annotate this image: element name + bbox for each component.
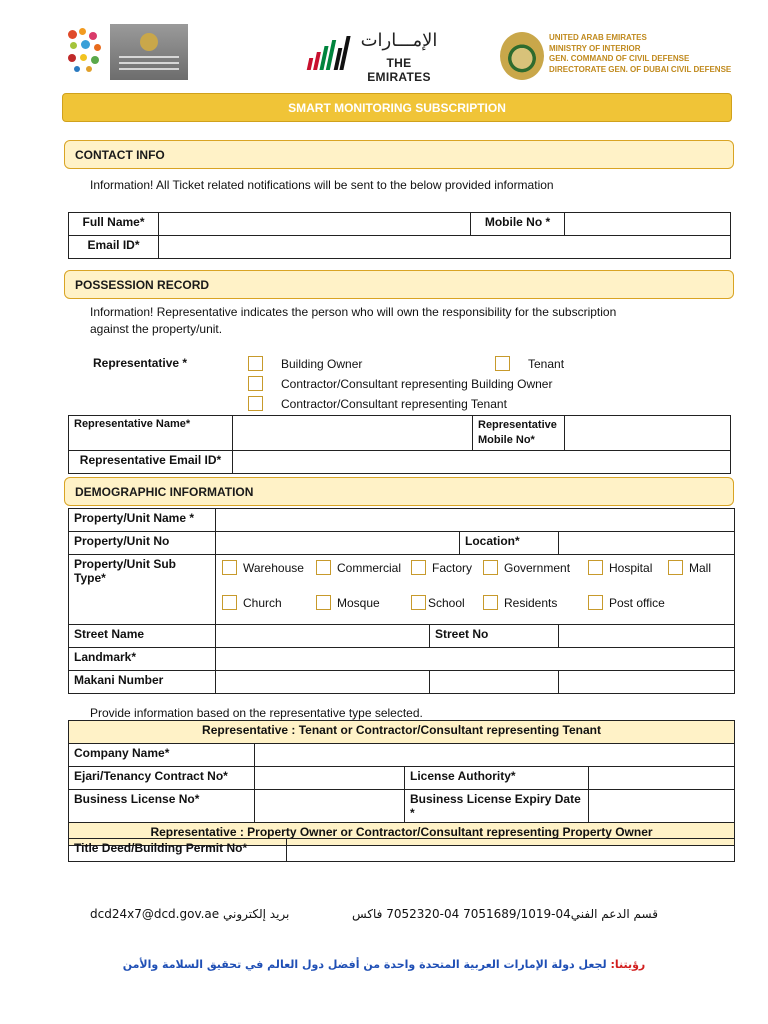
- footer-email: dcd24x7@dcd.gov.ae بريد إلكتروني: [90, 907, 290, 921]
- emirates-english-text: THE EMIRATES: [367, 56, 431, 84]
- possession-info-line2: against the property/unit.: [90, 322, 223, 336]
- mobile-field[interactable]: [565, 213, 731, 236]
- ministry-text: UNITED ARAB EMIRATES MINISTRY OF INTERIOR GEN. COMMAND OF CIVIL DEFENSE DIRECTORATE GEN. OF DUBAI CIVIL DEFENSE: [549, 33, 732, 74]
- rep-name-field[interactable]: [233, 416, 473, 451]
- type-post-office[interactable]: Post office: [588, 595, 665, 610]
- mosaic-logo-icon: [64, 24, 110, 80]
- makani-field-1[interactable]: [216, 671, 430, 694]
- street-no-field[interactable]: [559, 625, 735, 648]
- option-building-owner[interactable]: Building Owner: [248, 356, 362, 371]
- company-table: [68, 720, 735, 846]
- business-license-field[interactable]: [255, 790, 405, 823]
- dcd-logo-block: [110, 24, 188, 80]
- sub-type-options: [216, 555, 735, 625]
- business-license-label: Business License No*: [69, 790, 255, 823]
- rep-email-field[interactable]: [233, 451, 731, 474]
- contact-table: [68, 212, 731, 259]
- rep-name-label: Representative Name*: [69, 416, 233, 451]
- falcon-emblem-icon: [140, 33, 158, 51]
- owner-rep-header: Representative : Property Owner or Contractor/Consultant representing Property Owner: [69, 823, 735, 846]
- type-school[interactable]: School: [411, 595, 465, 610]
- type-warehouse[interactable]: Warehouse: [222, 560, 304, 575]
- title-deed-table: [68, 838, 735, 862]
- type-hospital[interactable]: Hospital: [588, 560, 652, 575]
- ejari-label: Ejari/Tenancy Contract No*: [69, 767, 255, 790]
- possession-info-line1: Information! Representative indicates the person who will own the responsibility for the subscription: [90, 305, 617, 319]
- type-mall[interactable]: Mall: [668, 560, 711, 575]
- license-authority-field[interactable]: [589, 767, 735, 790]
- form-title: SMART MONITORING SUBSCRIPTION: [62, 93, 732, 122]
- contractor-owner-checkbox[interactable]: [248, 376, 263, 391]
- mobile-label: Mobile No *: [471, 213, 565, 236]
- contact-info-text: Information! All Ticket related notifications will be sent to the below provided information: [90, 178, 554, 192]
- representative-label: Representative *: [93, 356, 188, 370]
- street-no-label: Street No: [430, 625, 559, 648]
- emirates-bars-icon: [306, 34, 352, 70]
- contractor-tenant-checkbox[interactable]: [248, 396, 263, 411]
- makani-label: Makani Number: [69, 671, 216, 694]
- license-expiry-field[interactable]: [589, 790, 735, 823]
- license-authority-label: License Authority*: [405, 767, 589, 790]
- demographic-table: [68, 508, 735, 694]
- rep-mobile-label: Representative Mobile No*: [473, 416, 565, 451]
- type-factory[interactable]: Factory: [411, 560, 472, 575]
- uae-emblem-icon: [500, 32, 544, 80]
- representative-table: [68, 415, 731, 474]
- landmark-label: Landmark*: [69, 648, 216, 671]
- option-tenant[interactable]: Tenant: [495, 356, 564, 371]
- smart-monitoring-logo: [64, 24, 188, 80]
- full-name-field[interactable]: [159, 213, 471, 236]
- full-name-label: Full Name*: [69, 213, 159, 236]
- makani-field-2[interactable]: [430, 671, 559, 694]
- type-mosque[interactable]: Mosque: [316, 595, 380, 610]
- landmark-field[interactable]: [216, 648, 735, 671]
- type-commercial[interactable]: Commercial: [316, 560, 401, 575]
- representative-intro: Provide information based on the representative type selected.: [90, 706, 423, 720]
- property-name-label: Property/Unit Name *: [69, 509, 216, 532]
- vision-text: لجعل دولة الإمارات العربية المتحدة واحدة من أفضل دول العالم في تحقيق السلامة والأمن: [122, 958, 611, 971]
- email-field[interactable]: [159, 236, 731, 259]
- building-owner-checkbox[interactable]: [248, 356, 263, 371]
- tenant-checkbox[interactable]: [495, 356, 510, 371]
- vision-label: رؤيتنا:: [610, 958, 646, 971]
- title-deed-label: Title Deed/Building Permit No*: [69, 839, 287, 862]
- the-emirates-logo: [306, 30, 442, 84]
- title-deed-field[interactable]: [287, 839, 735, 862]
- type-government[interactable]: Government: [483, 560, 570, 575]
- footer-support: قسم الدعم الفني04-7051689/1019 04-7052320 فاكس: [352, 907, 658, 921]
- email-label: Email ID*: [69, 236, 159, 259]
- location-label: Location*: [460, 532, 559, 555]
- street-name-field[interactable]: [216, 625, 430, 648]
- sub-type-label: Property/Unit Sub Type*: [69, 555, 216, 625]
- option-contractor-owner[interactable]: Contractor/Consultant representing Building Owner: [248, 376, 552, 391]
- option-contractor-tenant[interactable]: Contractor/Consultant representing Tenant: [248, 396, 507, 411]
- company-name-field[interactable]: [255, 744, 735, 767]
- street-name-label: Street Name: [69, 625, 216, 648]
- type-church[interactable]: Church: [222, 595, 282, 610]
- tenant-rep-header: Representative : Tenant or Contractor/Consultant representing Tenant: [69, 721, 735, 744]
- license-expiry-label: Business License Expiry Date *: [405, 790, 589, 823]
- rep-email-label: Representative Email ID*: [69, 451, 233, 474]
- rep-mobile-field[interactable]: [565, 416, 731, 451]
- property-no-field[interactable]: [216, 532, 460, 555]
- property-name-field[interactable]: [216, 509, 735, 532]
- property-no-label: Property/Unit No: [69, 532, 216, 555]
- contact-info-heading: CONTACT INFO: [64, 140, 734, 169]
- makani-field-3[interactable]: [559, 671, 735, 694]
- possession-record-heading: POSSESSION RECORD: [64, 270, 734, 299]
- location-field[interactable]: [559, 532, 735, 555]
- company-name-label: Company Name*: [69, 744, 255, 767]
- demographic-heading: DEMOGRAPHIC INFORMATION: [64, 477, 734, 506]
- ejari-field[interactable]: [255, 767, 405, 790]
- type-residents[interactable]: Residents: [483, 595, 557, 610]
- emirates-arabic-text: الإمـــارات: [360, 30, 438, 51]
- vision-statement: [0, 958, 768, 971]
